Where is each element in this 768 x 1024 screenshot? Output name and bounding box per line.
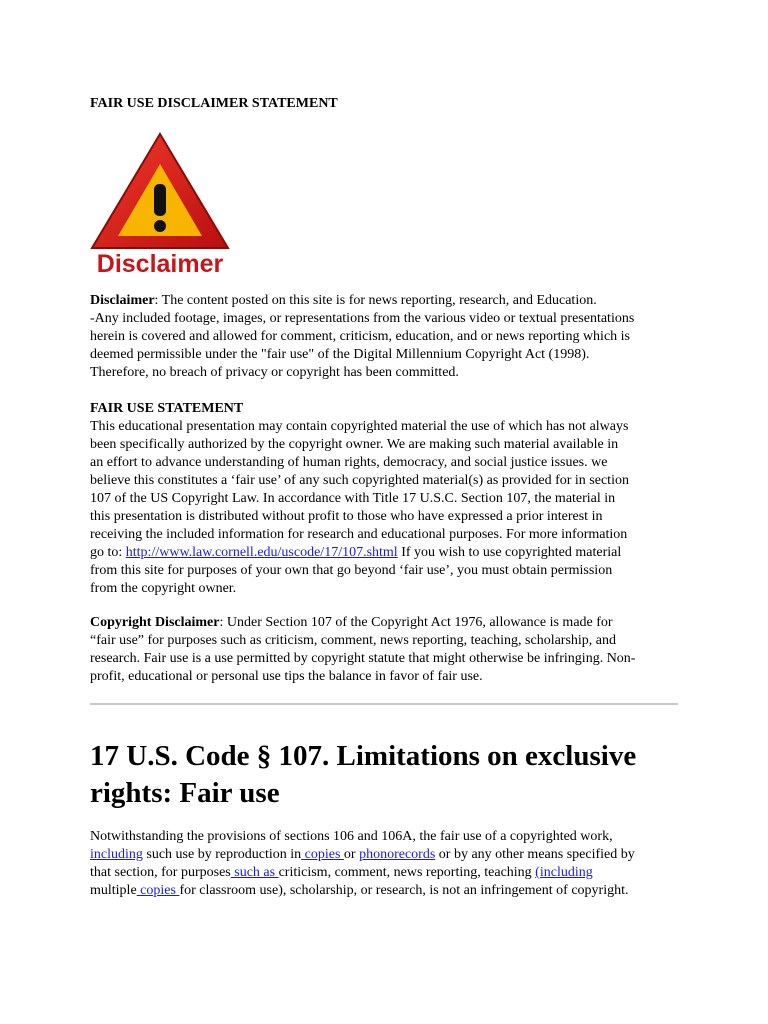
fair-use-line: believe this constitutes a ‘fair use’ of any such copyrighted material(s) as provided for in section xyxy=(90,473,629,488)
disclaimer-line: herein is covered and allowed for comment, criticism, education, and or news reporting which is xyxy=(90,329,630,344)
disclaimer-line: : The content posted on this site is for news reporting, research, and Education. xyxy=(154,293,597,308)
copyright-line: : Under Section 107 of the Copyright Act 1976, allowance is made for xyxy=(219,615,613,630)
copyright-line: research. Fair use is a use permitted by copyright statute that might otherwise be infringing. Non- xyxy=(90,651,636,666)
code-section-paragraph xyxy=(90,828,690,900)
fair-use-line: been specifically authorized by the copyright owner. We are making such material available in xyxy=(90,437,619,452)
logo-text: Disclaimer xyxy=(96,250,224,276)
fair-use-line: from the copyright owner. xyxy=(90,581,237,596)
fair-use-heading: FAIR USE STATEMENT xyxy=(90,401,244,416)
including-link[interactable]: including xyxy=(90,847,143,862)
fair-use-line: receiving the included information for research and educational purposes. For more information xyxy=(90,527,628,542)
code-text: multiple xyxy=(90,883,137,898)
copies-link-2[interactable]: copies xyxy=(136,883,180,898)
code-text: or xyxy=(343,847,360,862)
goto-prefix: go to: xyxy=(90,545,126,560)
copyright-label: Copyright Disclaimer xyxy=(90,615,220,630)
goto-suffix: If you wish to use copyrighted material xyxy=(397,545,622,560)
fair-use-section xyxy=(90,400,680,598)
copyright-disclaimer-paragraph xyxy=(90,614,680,686)
code-section-title xyxy=(90,738,690,812)
copyright-line: profit, educational or personal use tips the balance in favor of fair use. xyxy=(90,669,483,684)
cornell-law-link[interactable]: http://www.law.cornell.edu/uscode/17/107.shtml xyxy=(125,545,398,560)
horizontal-divider xyxy=(90,703,678,705)
copies-link[interactable]: copies xyxy=(301,847,344,862)
code-title-line: 17 U.S. Code § 107. Limitations on exclusive xyxy=(90,740,637,772)
fair-use-line: 107 of the US Copyright Law. In accordance with Title 17 U.S.C. Section 107, the material in xyxy=(90,491,616,506)
including-paren-link[interactable]: (including xyxy=(535,865,593,880)
code-text: such use by reproduction in xyxy=(142,847,302,862)
code-line: Notwithstanding the provisions of sections 106 and 106A, the fair use of a copyrighted work, xyxy=(90,829,613,844)
fair-use-line: an effort to advance understanding of human rights, democracy, and social justice issues. we xyxy=(90,455,608,470)
disclaimer-paragraph xyxy=(90,292,680,382)
code-text: that section, for purposes xyxy=(90,865,231,880)
copyright-line: “fair use” for purposes such as criticism, comment, news reporting, teaching, scholarship, and xyxy=(90,633,617,648)
fair-use-line: from this site for purposes of your own that go beyond ‘fair use’, you must obtain permission xyxy=(90,563,613,578)
code-text: criticism, comment, news reporting, teaching xyxy=(278,865,536,880)
fair-use-line: This educational presentation may contain copyrighted material the use of which has not always xyxy=(90,419,629,434)
disclaimer-warning-logo xyxy=(86,130,234,276)
fair-use-line: this presentation is distributed without profit to those who have expressed a prior interest in xyxy=(90,509,603,524)
disclaimer-label: Disclaimer xyxy=(90,293,155,308)
phonorecords-link[interactable]: phonorecords xyxy=(359,847,436,862)
disclaimer-line: Therefore, no breach of privacy or copyright has been committed. xyxy=(90,365,459,380)
code-title-line: rights: Fair use xyxy=(90,777,280,809)
disclaimer-line: -Any included footage, images, or representations from the various video or textual presentations xyxy=(90,311,635,326)
code-text: or by any other means specified by xyxy=(435,847,635,862)
such-as-link[interactable]: such as xyxy=(230,865,279,880)
disclaimer-line: deemed permissible under the "fair use" of the Digital Millennium Copyright Act (1998). xyxy=(90,347,590,362)
document-title: FAIR USE DISCLAIMER STATEMENT xyxy=(90,96,338,111)
code-text: for classroom use), scholarship, or research, is not an infringement of copyright. xyxy=(179,883,629,898)
